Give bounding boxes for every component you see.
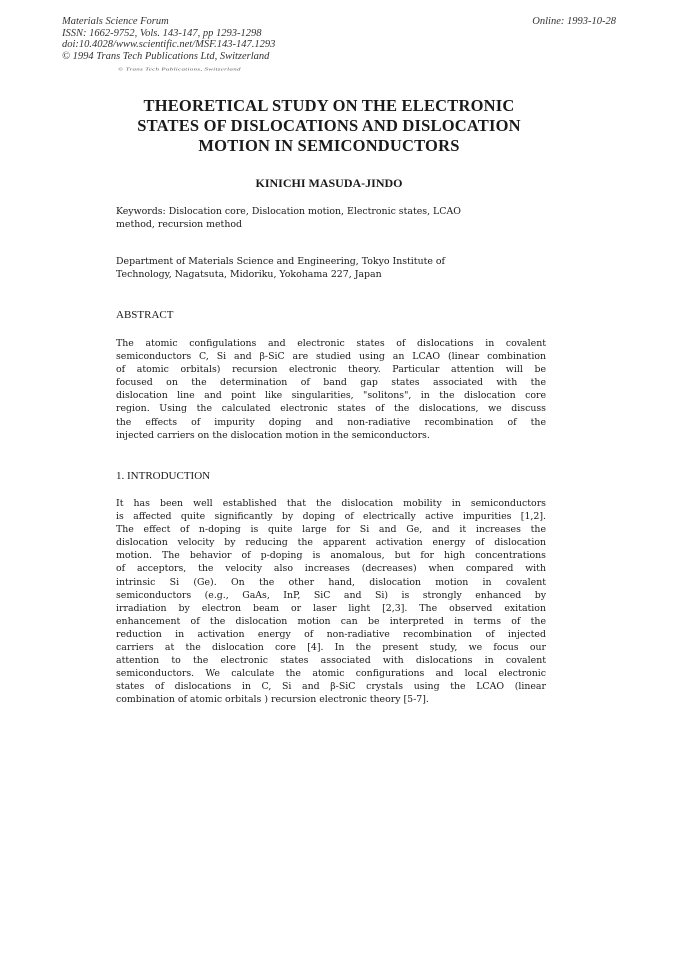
online-date: Online: 1993-10-28 — [532, 16, 616, 27]
intro-line: The effect of n-doping is quite large for Si and Ge, and it increases the — [116, 524, 546, 536]
abstract-line: the effects of impurity doping and non-radiative recombination of the — [116, 416, 546, 428]
publisher-strip: © Trans Tech Publications, Switzerland — [118, 67, 241, 72]
paper-title — [90, 96, 568, 156]
abstract-line: semiconductors C, Si and β-SiC are studied using an LCAO (linear combination — [116, 351, 546, 363]
abstract-line: of atomic orbitals) recursion electronic theory. Particular attention will be — [116, 364, 546, 376]
doi-line[interactable]: doi:10.4028/www.scientific.net/MSF.143-147.1293 — [62, 39, 276, 50]
intro-line: is affected quite significantly by doping of electrically active impurities [1,2]. — [116, 511, 546, 523]
title-line: STATES OF DISLOCATIONS AND DISLOCATION — [137, 116, 521, 135]
intro-line: dislocation velocity by reducing the apparent activation energy of dislocation — [116, 537, 546, 549]
intro-line: It has been well established that the dislocation mobility in semiconductors — [116, 498, 546, 509]
abstract-heading: ABSTRACT — [116, 309, 174, 321]
intro-line: of acceptors, the velocity also increases (decreases) when compared with — [116, 563, 546, 575]
affiliation-line: Technology, Nagatsuta, Midoriku, Yokohama 227, Japan — [116, 269, 382, 281]
title-line: THEORETICAL STUDY ON THE ELECTRONIC — [143, 96, 515, 115]
affiliation-line: Department of Materials Science and Engineering, Tokyo Institute of — [116, 256, 446, 267]
abstract-line: focused on the determination of band gap states associated with the — [116, 377, 546, 389]
copyright-line: © 1994 Trans Tech Publications Ltd, Switzerland — [62, 50, 270, 62]
abstract-line: injected carriers on the dislocation motion in the semiconductors. — [116, 429, 430, 441]
affiliation-block — [116, 255, 546, 281]
intro-line: irradiation by electron beam or laser light [2,3]. The observed exitation — [116, 602, 546, 614]
intro-line: combination of atomic orbitals ) recursion electronic theory [5-7]. — [116, 694, 429, 706]
abstract-line: region. Using the calculated electronic states of the dislocations, we discuss — [116, 403, 546, 415]
citation-header — [62, 16, 275, 62]
intro-line: semiconductors. We calculate the atomic configurations and local electronic — [116, 668, 546, 680]
journal-name: Materials Science Forum — [62, 16, 169, 27]
abstract-line: dislocation line and point like singularities, "solitons", in the dislocation core — [116, 390, 546, 402]
keywords-line: method, recursion method — [116, 219, 243, 231]
intro-line: semiconductors (e.g., GaAs, InP, SiC and Si) is strongly enhanced by — [116, 589, 546, 601]
abstract-line: The atomic configulations and electronic states of dislocations in covalent — [116, 338, 546, 349]
issn-line: ISSN: 1662-9752, Vols. 143-147, pp 1293-1298 — [62, 27, 262, 39]
intro-line: enhancement of the dislocation motion can be interpreted in terms of the — [116, 615, 546, 627]
title-line: MOTION IN SEMICONDUCTORS — [198, 136, 460, 155]
intro-line: intrinsic Si (Ge). On the other hand, dislocation motion in covalent — [116, 576, 546, 588]
intro-line: reduction in activation energy of non-radiative recombination of injected — [116, 628, 546, 640]
author-name: KINICHI MASUDA-JINDO — [255, 176, 403, 190]
intro-line: motion. The behavior of p-doping is anomalous, but for high concentrations — [116, 550, 546, 562]
keywords-line: Keywords: Dislocation core, Dislocation motion, Electronic states, LCAO — [116, 206, 461, 217]
intro-line: states of dislocations in C, Si and β-SiC crystals using the LCAO (linear — [116, 681, 546, 693]
introduction-body — [116, 497, 546, 707]
keywords-block — [116, 205, 546, 231]
abstract-body — [116, 337, 546, 442]
introduction-heading: 1. INTRODUCTION — [116, 470, 211, 482]
intro-line: attention to the electronic states associated with dislocations in covalent — [116, 655, 546, 667]
intro-line: carriers at the dislocation core [4]. In the present study, we focus our — [116, 642, 546, 654]
